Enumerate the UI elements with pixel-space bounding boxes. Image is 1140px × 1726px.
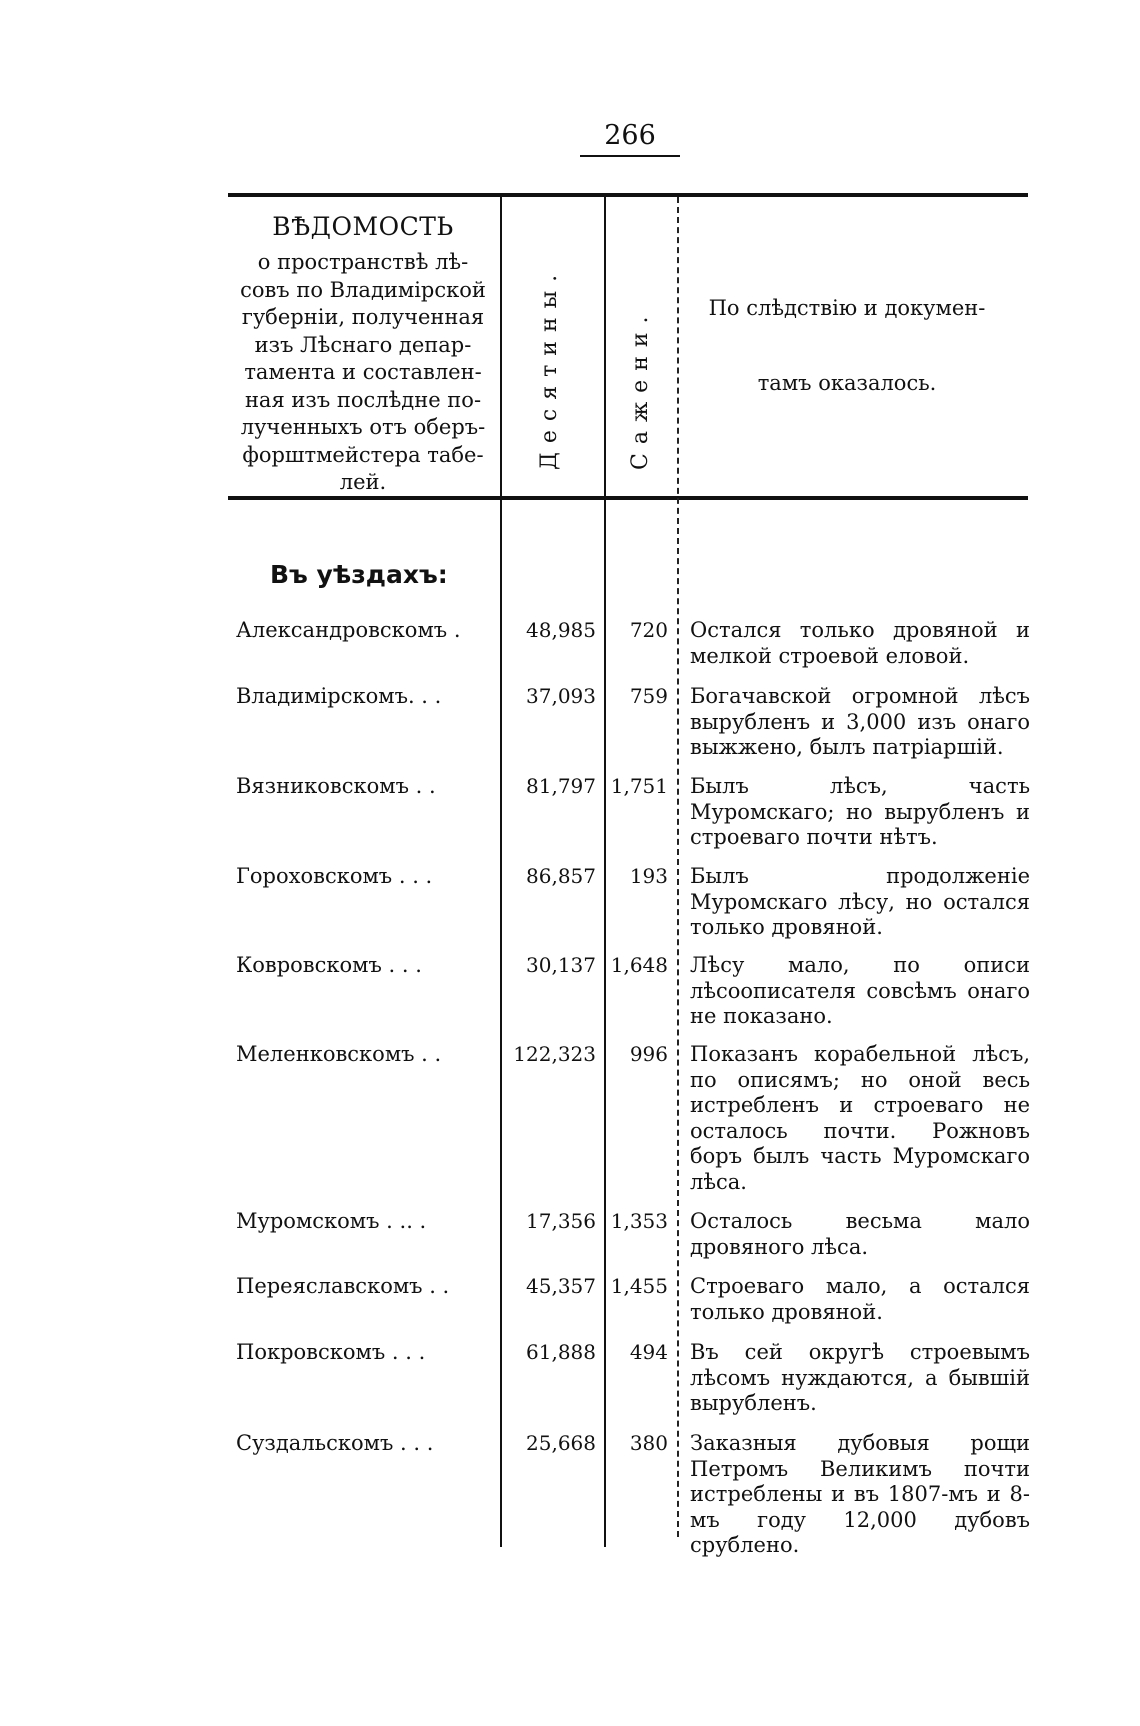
- page-number: 266: [604, 120, 656, 151]
- desyatiny-value: 45,357: [526, 1274, 596, 1298]
- row-note: Заказныя дубовыя рощи Петромъ Великимъ почти истреблены и въ 1807-мъ и 8-мъ году 12,000 дубовъ срублено.: [690, 1431, 1030, 1557]
- district-name: Переяславскомъ . .: [236, 1274, 450, 1298]
- desyatiny-value: 122,323: [513, 1042, 596, 1066]
- desyatiny-value: 81,797: [526, 774, 596, 798]
- desyatiny-value: 17,356: [526, 1209, 596, 1233]
- page-number-underline: [580, 155, 680, 157]
- row-note: Остался только дровяной и мелкой строевой еловой.: [690, 618, 1030, 668]
- column-header-desyatiny: Десятины.: [537, 265, 562, 470]
- desyatiny-value: 61,888: [526, 1340, 596, 1364]
- column-header-sazheni: Сажени.: [628, 307, 653, 470]
- document-title: ВѢДОМОСТЬ: [272, 212, 454, 241]
- row-note: Осталось весьма мало дровяного лѣса.: [690, 1209, 1030, 1259]
- desyatiny-value: 30,137: [526, 953, 596, 977]
- sazheni-value: 996: [629, 1042, 668, 1066]
- sazheni-value: 380: [629, 1431, 668, 1455]
- sazheni-value: 720: [629, 618, 668, 642]
- district-name: Меленковскомъ . .: [236, 1042, 442, 1066]
- sazheni-value: 1,455: [610, 1274, 668, 1298]
- row-note: Строеваго мало, а остался только дровяной.: [690, 1274, 1030, 1324]
- row-note: Былъ лѣсъ, часть Муромскаго; но вырубленъ и строеваго почти нѣтъ.: [690, 774, 1030, 849]
- desyatiny-value: 25,668: [526, 1431, 596, 1455]
- row-note: Въ сей округѣ строевымъ лѣсомъ нуждаются, а бывшій вырубленъ.: [690, 1340, 1030, 1415]
- header-bottom-rule: [228, 496, 1028, 500]
- column-header-notes-line1: По слѣдствію и докумен-: [708, 296, 986, 320]
- row-note: Лѣсу мало, по описи лѣсоописателя совсѣмъ онаго не показано.: [690, 953, 1030, 1028]
- district-name: Александровскомъ .: [236, 618, 461, 642]
- sazheni-value: 1,353: [610, 1209, 668, 1233]
- district-name: Гороховскомъ . . .: [236, 864, 433, 888]
- desyatiny-value: 48,985: [526, 618, 596, 642]
- column-header-notes-line2: тамъ оказалось.: [757, 371, 937, 395]
- row-note: Былъ продолженіе Муромскаго лѣсу, но остался только дровяной.: [690, 864, 1030, 939]
- header-top-rule: [228, 193, 1028, 197]
- document-description: о пространствѣ лѣ- совъ по Владимірской губерніи, полученная изъ Лѣснаго депар- тамента и составлен- ная изъ послѣдне по- лученныхъ отъ оберъ- форштмейстера табе- лей.: [240, 250, 486, 494]
- sazheni-value: 193: [629, 864, 668, 888]
- sazheni-value: 1,751: [610, 774, 668, 798]
- section-title: Въ уѣздахъ:: [270, 560, 448, 589]
- row-note: Показанъ корабельной лѣсъ, по описямъ; но оной весь истребленъ и строеваго не осталось почти. Рожновъ боръ былъ часть Муромскаго лѣса.: [690, 1042, 1030, 1194]
- district-name: Ковровскомъ . . .: [236, 953, 422, 977]
- district-name: Муромскомъ . .. .: [236, 1209, 427, 1233]
- sazheni-value: 1,648: [610, 953, 668, 977]
- sazheni-value: 494: [629, 1340, 668, 1364]
- desyatiny-value: 37,093: [526, 684, 596, 708]
- desyatiny-value: 86,857: [526, 864, 596, 888]
- row-note: Богачавской огромной лѣсъ вырубленъ и 3,000 изъ онаго выжжено, былъ патріаршій.: [690, 684, 1030, 759]
- district-name: Владимірскомъ. . .: [236, 684, 442, 708]
- title-block: [232, 212, 494, 497]
- district-name: Покровскомъ . . .: [236, 1340, 426, 1364]
- sazheni-value: 759: [629, 684, 668, 708]
- district-name: Суздальскомъ . . .: [236, 1431, 434, 1455]
- column-divider-3: [677, 197, 679, 1537]
- district-name: Вязниковскомъ . .: [236, 774, 436, 798]
